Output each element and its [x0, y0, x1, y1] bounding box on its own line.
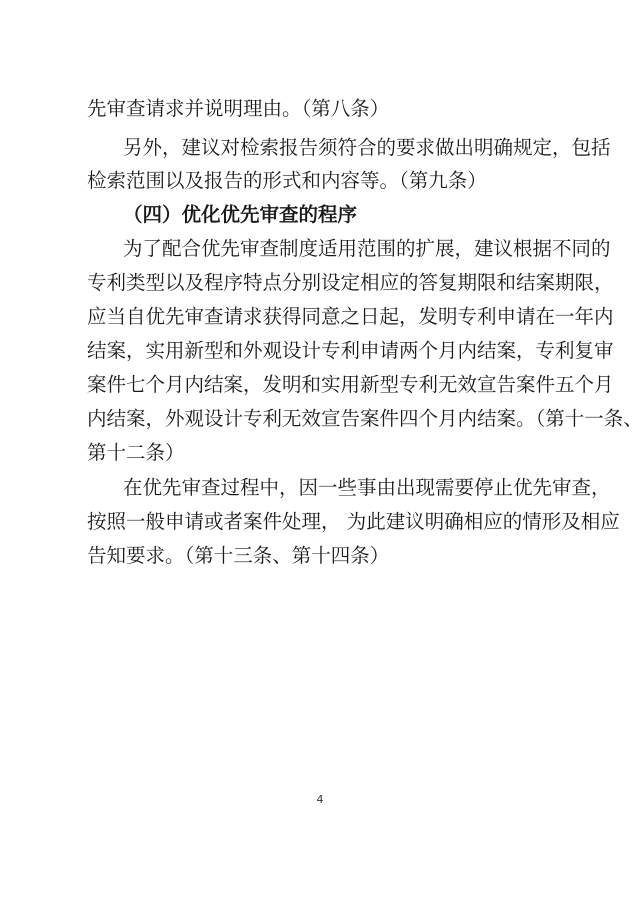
paragraph-line: 另外，建议对检索报告须符合的要求做出明确规定，包括: [123, 136, 611, 159]
paragraph-line: 案件七个月内结案，发明和实用新型专利无效宣告案件五个月: [87, 373, 614, 396]
paragraph-line: 第十二条）: [87, 441, 185, 464]
paragraph-line: 专利类型以及程序特点分别设定相应的答复期限和结案期限，: [87, 271, 614, 294]
paragraph-line: 内结案，外观设计专利无效宣告案件四个月内结案。（第十一条、: [87, 407, 643, 430]
paragraph-line: 为了配合优先审查制度适用范围的扩展，建议根据不同的: [123, 237, 611, 260]
paragraph-line: 按照一般申请或者案件处理， 为此建议明确相应的情形及相应: [87, 510, 620, 533]
page-number: 4: [316, 793, 324, 806]
paragraph-line: 先审查请求并说明理由。（第八条）: [87, 97, 390, 120]
paragraph-line: 告知要求。（第十三条、第十四条）: [87, 544, 390, 567]
section-heading: （四）优化优先审查的程序: [123, 203, 358, 226]
paragraph-line: 在优先审查过程中，因一些事由出现需要停止优先审查，: [123, 476, 611, 499]
paragraph-line: 结案，实用新型和外观设计专利申请两个月内结案，专利复审: [87, 339, 614, 362]
paragraph-line: 应当自优先审查请求获得同意之日起，发明专利申请在一年内: [87, 305, 614, 328]
paragraph-line: 检索范围以及报告的形式和内容等。（第九条）: [87, 169, 487, 192]
